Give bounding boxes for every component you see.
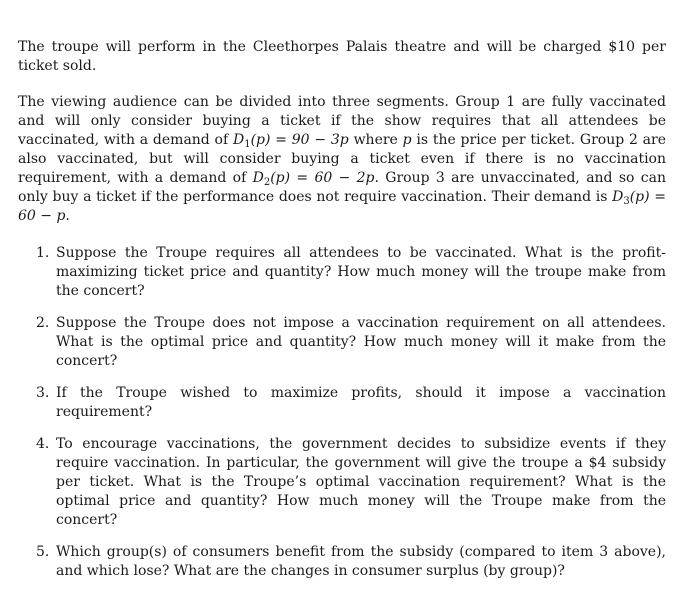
- question-item: [18, 435, 666, 530]
- question-text: To encourage vaccinations, the government decides to subsidize events if they require vaccination. In particular, the government will give the troupe a $4 subsidy per ticket. What is the Troupe’s optimal vaccination requirement? What is the optimal price and quantity? How much money will the Troupe make from the concert?: [56, 436, 666, 528]
- question-number: 1.: [36, 245, 50, 261]
- question-text: Suppose the Troupe does not impose a vaccination requirement on all attendees. What is the optimal price and quantity? How much money will it make from the concert?: [56, 315, 666, 369]
- question-number: 4.: [36, 436, 50, 452]
- question-item: [18, 384, 666, 422]
- demand-text-part-1: The viewing audience can be divided into three segments. Group 1 are fully vaccinated and will only consider buying a ticket if the show requires that all attendees be vaccinated, with a demand of: [18, 94, 666, 148]
- question-text: Suppose the Troupe requires all attendees to be vaccinated. What is the profit-maximizing ticket price and quantity? How much money will the troupe make from the concert?: [56, 245, 666, 299]
- demand-text-part-2: where: [348, 132, 403, 148]
- demand-text-part-3: is the price per ticket. Group 2 are also vaccinated, but will consider buying a ticket even if there is no vaccination requirement, with a demand of: [18, 132, 666, 186]
- question-item: [18, 244, 666, 301]
- question-list: [18, 244, 666, 581]
- question-text: Which group(s) of consumers benefit from the subsidy (compared to item 3 above), and which lose? What are the changes in consumer surplus (by group)?: [56, 544, 666, 579]
- question-text: If the Troupe wished to maximize profits, should it impose a vaccination requirement?: [56, 385, 666, 420]
- intro-paragraph-venue: The troupe will perform in the Cleethorpes Palais theatre and will be charged $10 per ticket sold.: [18, 39, 666, 74]
- question-item: [18, 543, 666, 581]
- demand-group-1-formula: $D_1(p) = 90 - 3p$: [232, 132, 349, 150]
- demand-group-2-formula: $D_2(p) = 60 - 2p$: [252, 170, 375, 188]
- question-item: [18, 314, 666, 371]
- demand-text-part-5: .: [65, 208, 70, 224]
- question-number: 5.: [36, 544, 50, 560]
- question-number: 3.: [36, 385, 50, 401]
- question-number: 2.: [36, 315, 50, 331]
- price-variable: p: [402, 132, 412, 148]
- demand-text-part-4: . Group 3 are unvaccinated, and so can only buy a ticket if the performance does not require vaccination. Their demand is: [18, 170, 666, 205]
- intro-paragraph-demand: [18, 93, 666, 226]
- demand-group-3-formula: $D_3(p) = 60 - p$: [18, 189, 666, 224]
